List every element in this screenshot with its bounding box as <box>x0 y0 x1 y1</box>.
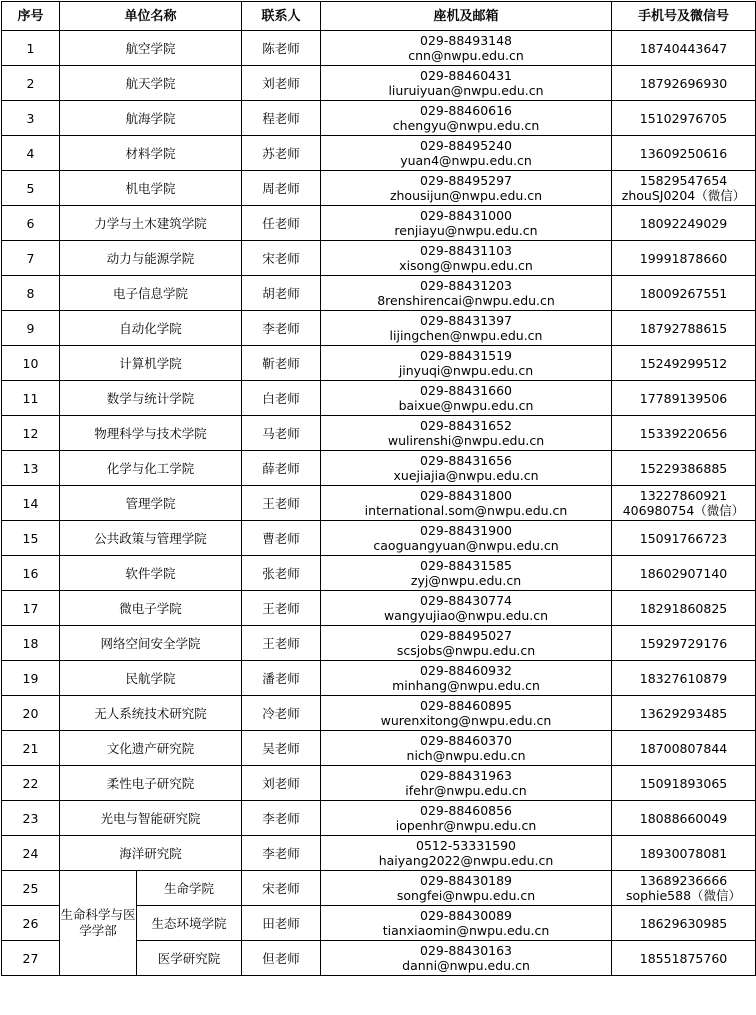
phone-number: 029-88431000 <box>420 208 513 223</box>
row-index: 24 <box>2 836 60 871</box>
row-index: 26 <box>2 906 60 941</box>
mobile-wechat-cell <box>612 136 756 171</box>
row-index: 8 <box>2 276 60 311</box>
mobile-number: 18327610879 <box>639 670 728 686</box>
unit-name: 化学与化工学院 <box>60 451 242 486</box>
mobile-number: 18930078081 <box>639 845 728 861</box>
contact-person: 苏老师 <box>242 136 321 171</box>
phone-number: 029-88493148 <box>420 33 513 48</box>
contact-person: 张老师 <box>242 556 321 591</box>
phone-email-cell <box>321 136 612 171</box>
header-row <box>2 2 756 31</box>
email-address[interactable]: jinyuqi@nwpu.edu.cn <box>398 363 534 378</box>
phone-number: 029-88430163 <box>420 943 513 958</box>
unit-name: 电子信息学院 <box>60 276 242 311</box>
email-address[interactable]: wurenxitong@nwpu.edu.cn <box>380 713 552 728</box>
phone-number: 029-88460932 <box>420 663 513 678</box>
email-address[interactable]: danni@nwpu.edu.cn <box>402 958 530 973</box>
phone-number: 029-88431800 <box>420 488 513 503</box>
unit-name: 网络空间安全学院 <box>60 626 242 661</box>
phone-number: 029-88460370 <box>420 733 513 748</box>
row-index: 14 <box>2 486 60 521</box>
mobile-number: 17789139506 <box>639 390 728 406</box>
email-address[interactable]: xisong@nwpu.edu.cn <box>399 258 533 273</box>
mobile-number: 15929729176 <box>639 635 728 651</box>
contact-person: 程老师 <box>242 101 321 136</box>
mobile-wechat-cell <box>612 661 756 696</box>
email-address[interactable]: caoguangyuan@nwpu.edu.cn <box>373 538 559 553</box>
phone-email-cell <box>321 766 612 801</box>
row-index: 6 <box>2 206 60 241</box>
unit-name: 生态环境学院 <box>137 906 242 941</box>
department-group: 生命科学与医学学部 <box>60 871 137 976</box>
row-index: 3 <box>2 101 60 136</box>
table-row <box>2 276 756 311</box>
phone-email-cell <box>321 381 612 416</box>
phone-number: 029-88431519 <box>420 348 513 363</box>
table-row <box>2 801 756 836</box>
phone-email-cell <box>321 486 612 521</box>
header-unit: 单位名称 <box>60 2 242 31</box>
email-address[interactable]: renjiayu@nwpu.edu.cn <box>394 223 538 238</box>
row-index: 15 <box>2 521 60 556</box>
phone-email-cell <box>321 941 612 976</box>
mobile-wechat-cell <box>612 696 756 731</box>
email-address[interactable]: cnn@nwpu.edu.cn <box>408 48 524 63</box>
unit-name: 航空学院 <box>60 31 242 66</box>
phone-email-cell <box>321 451 612 486</box>
header-mobile-wechat: 手机号及微信号 <box>612 2 756 31</box>
phone-number: 029-88460895 <box>420 698 513 713</box>
mobile-wechat-cell <box>612 101 756 136</box>
mobile-wechat-cell <box>612 871 756 906</box>
table-row <box>2 101 756 136</box>
email-address[interactable]: xuejiajia@nwpu.edu.cn <box>393 468 539 483</box>
table-body <box>2 31 756 976</box>
row-index: 7 <box>2 241 60 276</box>
mobile-number: 13227860921 <box>639 488 728 503</box>
table-row <box>2 346 756 381</box>
table-row <box>2 556 756 591</box>
email-address[interactable]: iopenhr@nwpu.edu.cn <box>395 818 537 833</box>
phone-email-cell <box>321 206 612 241</box>
phone-email-cell <box>321 31 612 66</box>
phone-email-cell <box>321 591 612 626</box>
mobile-number: 18740443647 <box>639 40 728 56</box>
email-address[interactable]: chengyu@nwpu.edu.cn <box>392 118 540 133</box>
row-index: 17 <box>2 591 60 626</box>
row-index: 22 <box>2 766 60 801</box>
mobile-wechat-cell <box>612 171 756 206</box>
email-address[interactable]: liuruiyuan@nwpu.edu.cn <box>388 83 544 98</box>
phone-number: 029-88430089 <box>420 908 513 923</box>
phone-email-cell <box>321 696 612 731</box>
mobile-wechat-cell <box>612 731 756 766</box>
header-contact: 联系人 <box>242 2 321 31</box>
mobile-number: 15102976705 <box>639 110 728 126</box>
contact-person: 马老师 <box>242 416 321 451</box>
mobile-number: 13629293485 <box>639 705 728 721</box>
unit-name: 自动化学院 <box>60 311 242 346</box>
unit-name: 数学与统计学院 <box>60 381 242 416</box>
email-address[interactable]: international.som@nwpu.edu.cn <box>364 503 568 518</box>
contact-person: 李老师 <box>242 836 321 871</box>
contact-person: 但老师 <box>242 941 321 976</box>
phone-number: 029-88431652 <box>420 418 513 433</box>
unit-name: 力学与土木建筑学院 <box>60 206 242 241</box>
email-address[interactable]: haiyang2022@nwpu.edu.cn <box>378 853 554 868</box>
contact-person: 田老师 <box>242 906 321 941</box>
unit-name: 无人系统技术研究院 <box>60 696 242 731</box>
phone-number: 029-88431397 <box>420 313 513 328</box>
unit-name: 物理科学与技术学院 <box>60 416 242 451</box>
mobile-number: 15091893065 <box>639 775 728 791</box>
contact-person: 李老师 <box>242 311 321 346</box>
row-index: 1 <box>2 31 60 66</box>
table-row <box>2 486 756 521</box>
contact-person: 王老师 <box>242 591 321 626</box>
phone-email-cell <box>321 346 612 381</box>
mobile-wechat-cell <box>612 311 756 346</box>
mobile-number: 15339220656 <box>639 425 728 441</box>
email-address[interactable]: zyj@nwpu.edu.cn <box>410 573 522 588</box>
table-row <box>2 626 756 661</box>
phone-number: 029-88431203 <box>420 278 513 293</box>
phone-number: 0512-53331590 <box>416 838 516 853</box>
unit-name: 管理学院 <box>60 486 242 521</box>
mobile-number: 19991878660 <box>639 250 728 266</box>
table-row <box>2 381 756 416</box>
table-row <box>2 66 756 101</box>
phone-number: 029-88430774 <box>420 593 513 608</box>
phone-number: 029-88431660 <box>420 383 513 398</box>
mobile-wechat-cell <box>612 941 756 976</box>
mobile-wechat-cell <box>612 381 756 416</box>
email-address[interactable]: zhousijun@nwpu.edu.cn <box>389 188 543 203</box>
mobile-wechat-cell <box>612 451 756 486</box>
contact-person: 靳老师 <box>242 346 321 381</box>
phone-number: 029-88431656 <box>420 453 513 468</box>
email-address[interactable]: baixue@nwpu.edu.cn <box>398 398 534 413</box>
phone-email-cell <box>321 171 612 206</box>
table-row <box>2 31 756 66</box>
phone-number: 029-88460431 <box>420 68 513 83</box>
mobile-number: 18700807844 <box>639 740 728 756</box>
row-index: 11 <box>2 381 60 416</box>
email-address[interactable]: minhang@nwpu.edu.cn <box>392 678 540 693</box>
phone-email-cell <box>321 661 612 696</box>
table-row <box>2 591 756 626</box>
mobile-number: 18792788615 <box>639 320 728 336</box>
contact-person: 胡老师 <box>242 276 321 311</box>
phone-number: 029-88460616 <box>420 103 513 118</box>
mobile-wechat-cell <box>612 346 756 381</box>
contact-person: 刘老师 <box>242 766 321 801</box>
mobile-wechat-cell <box>612 206 756 241</box>
mobile-number: 15249299512 <box>639 355 728 371</box>
email-address[interactable]: yuan4@nwpu.edu.cn <box>400 153 532 168</box>
unit-name: 微电子学院 <box>60 591 242 626</box>
table-row <box>2 521 756 556</box>
phone-email-cell <box>321 241 612 276</box>
wechat-id: 406980754（微信） <box>622 503 745 518</box>
phone-email-cell <box>321 416 612 451</box>
table-row <box>2 661 756 696</box>
mobile-wechat-cell <box>612 486 756 521</box>
wechat-id: sophie588（微信） <box>625 888 742 903</box>
unit-name: 航海学院 <box>60 101 242 136</box>
contact-person: 吴老师 <box>242 731 321 766</box>
table-row <box>2 206 756 241</box>
row-index: 25 <box>2 871 60 906</box>
header-phone-email: 座机及邮箱 <box>321 2 612 31</box>
mobile-wechat-cell <box>612 556 756 591</box>
mobile-number: 15091766723 <box>639 530 728 546</box>
phone-number: 029-88431103 <box>420 243 513 258</box>
row-index: 27 <box>2 941 60 976</box>
table-row <box>2 171 756 206</box>
mobile-number: 18088660049 <box>639 810 728 826</box>
row-index: 4 <box>2 136 60 171</box>
unit-name: 光电与智能研究院 <box>60 801 242 836</box>
row-index: 10 <box>2 346 60 381</box>
table-row <box>2 311 756 346</box>
phone-email-cell <box>321 521 612 556</box>
mobile-wechat-cell <box>612 276 756 311</box>
contact-person: 潘老师 <box>242 661 321 696</box>
phone-number: 029-88431963 <box>420 768 513 783</box>
phone-number: 029-88460856 <box>420 803 513 818</box>
row-index: 20 <box>2 696 60 731</box>
mobile-number: 18551875760 <box>639 950 728 966</box>
email-address[interactable]: 8renshirencai@nwpu.edu.cn <box>377 293 555 308</box>
contact-person: 周老师 <box>242 171 321 206</box>
unit-name: 医学研究院 <box>137 941 242 976</box>
unit-name: 软件学院 <box>60 556 242 591</box>
unit-name: 材料学院 <box>60 136 242 171</box>
contact-person: 冷老师 <box>242 696 321 731</box>
row-index: 9 <box>2 311 60 346</box>
phone-number: 029-88430189 <box>420 873 513 888</box>
mobile-wechat-cell <box>612 66 756 101</box>
wechat-id: zhouSJ0204（微信） <box>621 188 746 203</box>
phone-email-cell <box>321 836 612 871</box>
contact-person: 陈老师 <box>242 31 321 66</box>
phone-email-cell <box>321 626 612 661</box>
contact-person: 刘老师 <box>242 66 321 101</box>
email-address[interactable]: nich@nwpu.edu.cn <box>406 748 526 763</box>
mobile-wechat-cell <box>612 241 756 276</box>
mobile-wechat-cell <box>612 626 756 661</box>
unit-name: 航天学院 <box>60 66 242 101</box>
row-index: 21 <box>2 731 60 766</box>
contact-person: 宋老师 <box>242 871 321 906</box>
phone-number: 029-88495027 <box>420 628 513 643</box>
row-index: 18 <box>2 626 60 661</box>
phone-email-cell <box>321 276 612 311</box>
email-address[interactable]: wulirenshi@nwpu.edu.cn <box>387 433 545 448</box>
mobile-wechat-cell <box>612 836 756 871</box>
unit-name: 柔性电子研究院 <box>60 766 242 801</box>
table-row <box>2 451 756 486</box>
contact-person: 曹老师 <box>242 521 321 556</box>
contact-table <box>1 1 756 976</box>
phone-number: 029-88431585 <box>420 558 513 573</box>
unit-name: 机电学院 <box>60 171 242 206</box>
mobile-wechat-cell <box>612 766 756 801</box>
phone-number: 029-88431900 <box>420 523 513 538</box>
table-row <box>2 871 756 906</box>
mobile-wechat-cell <box>612 521 756 556</box>
mobile-number: 13689236666 <box>639 873 728 888</box>
table-row <box>2 696 756 731</box>
mobile-number: 18291860825 <box>639 600 728 616</box>
phone-email-cell <box>321 906 612 941</box>
mobile-wechat-cell <box>612 31 756 66</box>
mobile-wechat-cell <box>612 801 756 836</box>
email-address[interactable]: ifehr@nwpu.edu.cn <box>405 783 527 798</box>
mobile-number: 18009267551 <box>639 285 728 301</box>
unit-name: 民航学院 <box>60 661 242 696</box>
row-index: 19 <box>2 661 60 696</box>
phone-email-cell <box>321 731 612 766</box>
contact-person: 任老师 <box>242 206 321 241</box>
phone-number: 029-88495240 <box>420 138 513 153</box>
table-row <box>2 731 756 766</box>
mobile-wechat-cell <box>612 591 756 626</box>
unit-name: 动力与能源学院 <box>60 241 242 276</box>
unit-name: 文化遗产研究院 <box>60 731 242 766</box>
mobile-wechat-cell <box>612 906 756 941</box>
table-row <box>2 766 756 801</box>
phone-email-cell <box>321 801 612 836</box>
email-address[interactable]: wangyujiao@nwpu.edu.cn <box>383 608 549 623</box>
email-address[interactable]: scsjobs@nwpu.edu.cn <box>396 643 536 658</box>
mobile-number: 15229386885 <box>639 460 728 476</box>
mobile-number: 13609250616 <box>639 145 728 161</box>
header-index: 序号 <box>2 2 60 31</box>
row-index: 16 <box>2 556 60 591</box>
mobile-number: 18629630985 <box>639 915 728 931</box>
phone-number: 029-88495297 <box>420 173 513 188</box>
table-row <box>2 136 756 171</box>
contact-person: 白老师 <box>242 381 321 416</box>
phone-email-cell <box>321 871 612 906</box>
contact-person: 薛老师 <box>242 451 321 486</box>
unit-name: 计算机学院 <box>60 346 242 381</box>
table-row <box>2 416 756 451</box>
mobile-number: 18602907140 <box>639 565 728 581</box>
table-row <box>2 836 756 871</box>
unit-name: 海洋研究院 <box>60 836 242 871</box>
email-address[interactable]: tianxiaomin@nwpu.edu.cn <box>382 923 550 938</box>
unit-name: 生命学院 <box>137 871 242 906</box>
unit-name: 公共政策与管理学院 <box>60 521 242 556</box>
contact-person: 王老师 <box>242 486 321 521</box>
phone-email-cell <box>321 66 612 101</box>
phone-email-cell <box>321 101 612 136</box>
table-row <box>2 241 756 276</box>
row-index: 23 <box>2 801 60 836</box>
mobile-number: 18792696930 <box>639 75 728 91</box>
phone-email-cell <box>321 556 612 591</box>
contact-person: 李老师 <box>242 801 321 836</box>
email-address[interactable]: lijingchen@nwpu.edu.cn <box>389 328 543 343</box>
row-index: 12 <box>2 416 60 451</box>
row-index: 2 <box>2 66 60 101</box>
row-index: 13 <box>2 451 60 486</box>
contact-person: 王老师 <box>242 626 321 661</box>
email-address[interactable]: songfei@nwpu.edu.cn <box>396 888 536 903</box>
mobile-wechat-cell <box>612 416 756 451</box>
mobile-number: 18092249029 <box>639 215 728 231</box>
contact-person: 宋老师 <box>242 241 321 276</box>
phone-email-cell <box>321 311 612 346</box>
row-index: 5 <box>2 171 60 206</box>
mobile-number: 15829547654 <box>639 173 728 188</box>
